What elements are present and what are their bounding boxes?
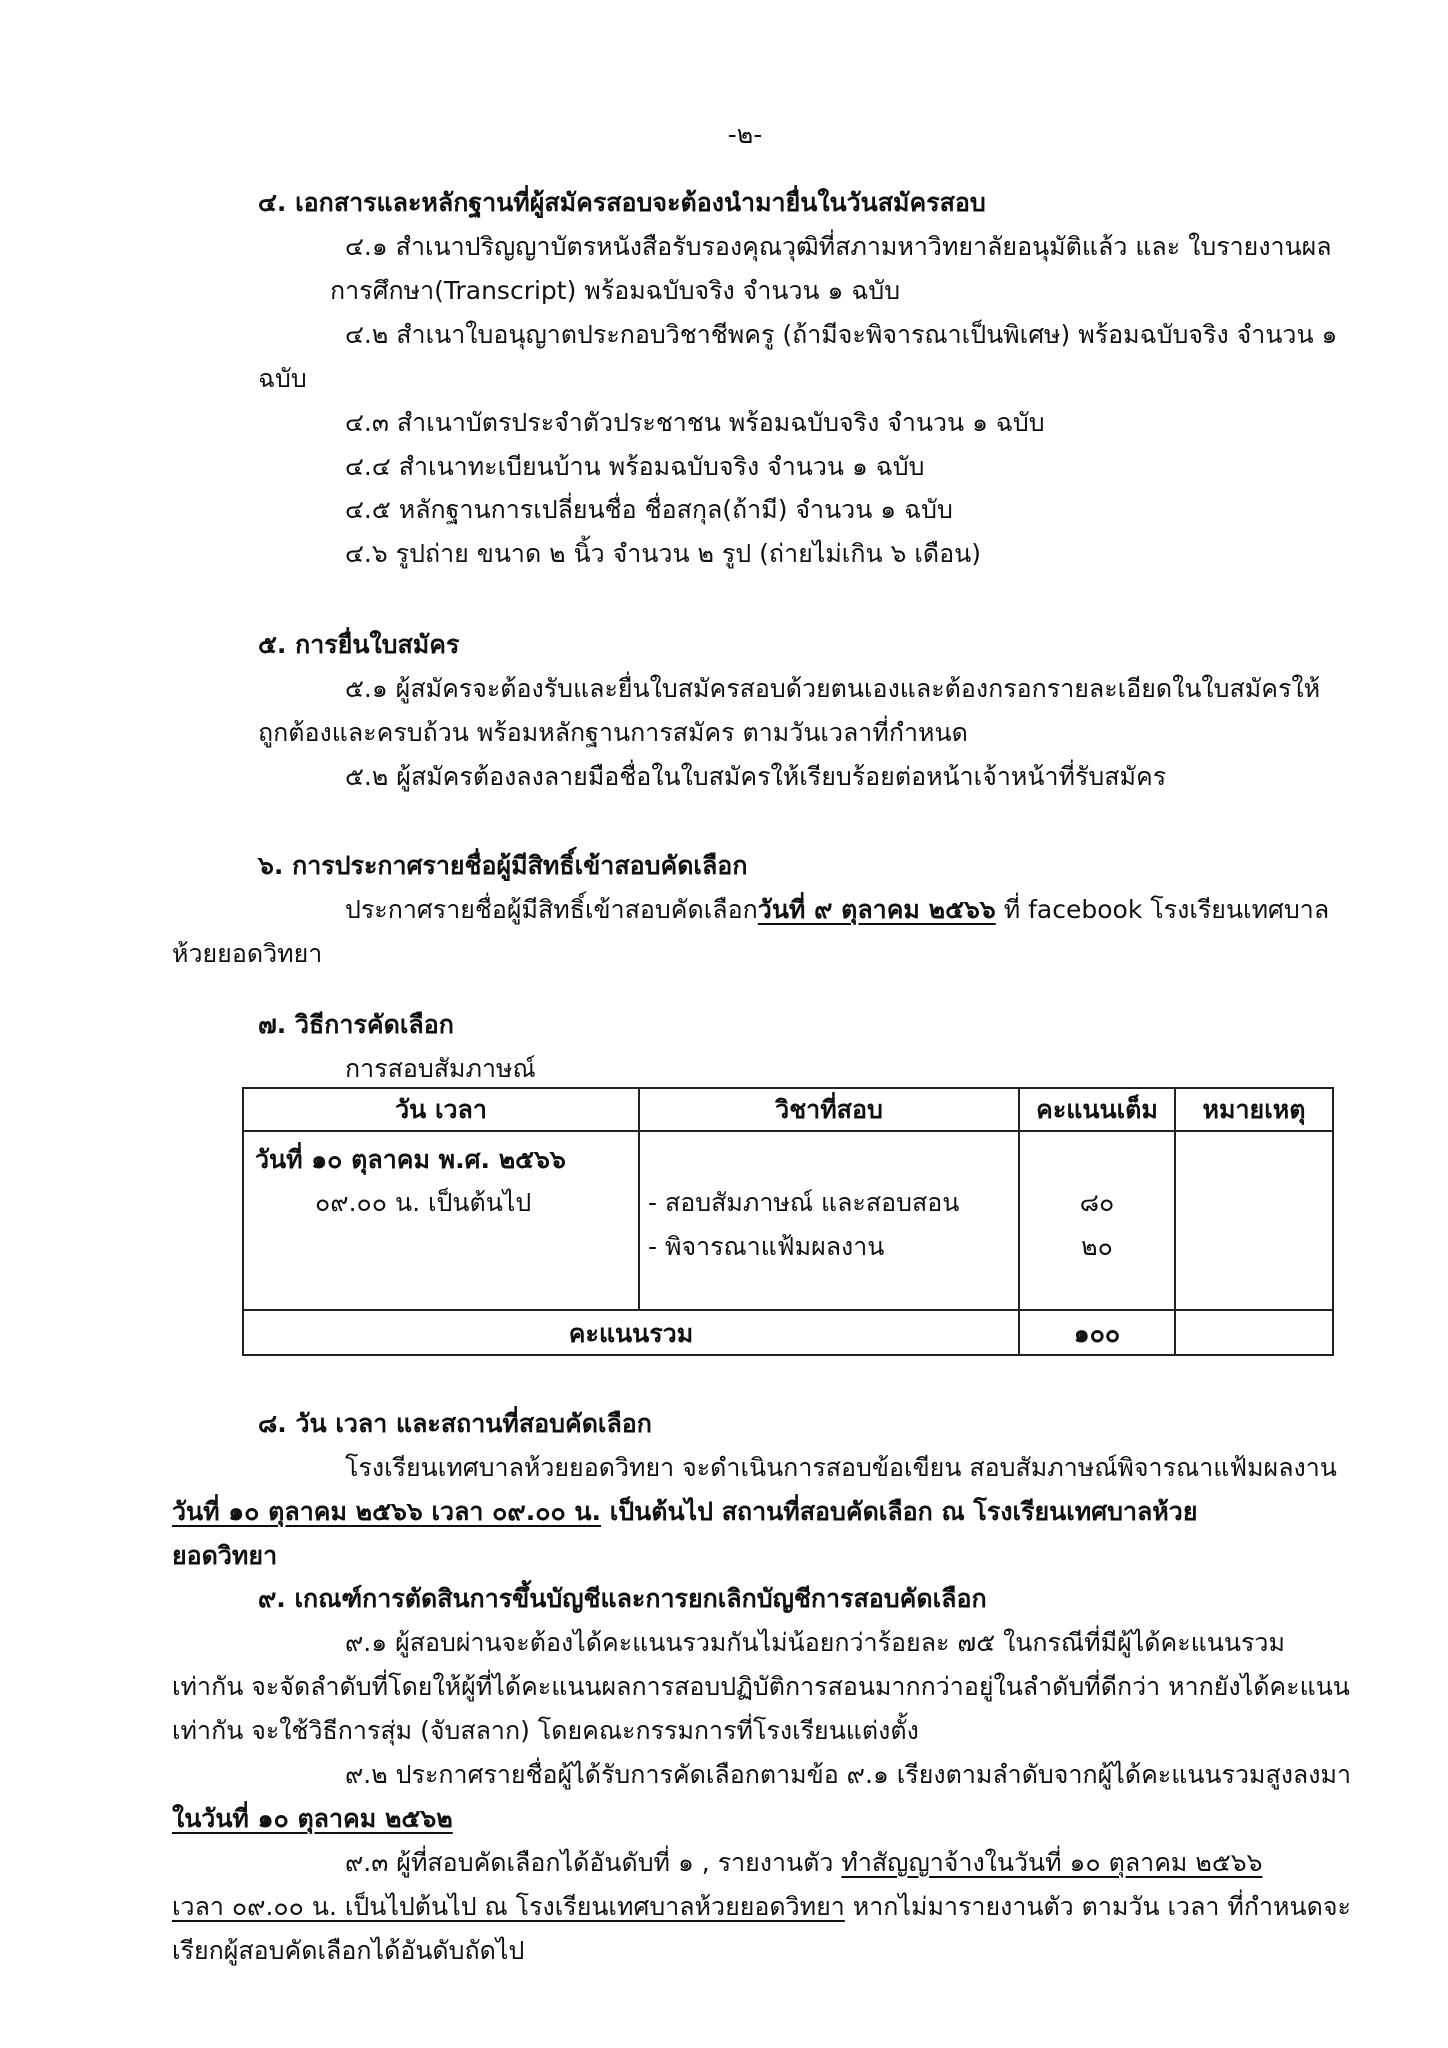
s9-item-3-rest: หากไม่มารายงานตัว ตามวัน เวลา ที่กำหนดจะ [844,1892,1351,1921]
section-7-heading: ๗. วิธีการคัดเลือก [258,1010,454,1039]
s9-item-3-text: ๙.๓ ผู้ที่สอบคัดเลือกได้อันดับที่ ๑ , รายงานตัว [345,1848,842,1877]
s6-line-1-text: ประกาศรายชื่อผู้มีสิทธิ์เข้าสอบคัดเลือก [345,895,758,924]
table-date: วันที่ ๑๐ ตุลาคม พ.ศ. ๒๕๖๖ [255,1145,566,1174]
table-total-value: ๑๐๐ [1073,1319,1121,1348]
s4-item-2-line-2: ฉบับ [258,364,307,393]
table-border-left [242,1087,244,1356]
page-number: -๒- [727,120,763,149]
s8-line-3: ยอดวิทยา [172,1541,278,1570]
s5-item-1-line-2: ถูกต้องและครบถ้วน พร้อมหลักฐานการสมัคร ตามวันเวลาที่กำหนด [258,718,968,747]
s9-item-3-line-1 [345,1850,1263,1875]
s9-item-3-line-2 [172,1894,1351,1919]
table-total-divider [242,1309,1334,1311]
table-header-divider [242,1130,1334,1132]
s9-item-1-line-1: ๙.๑ ผู้สอบผ่านจะต้องได้คะแนนรวมกันไม่น้อยกว่าร้อยละ ๗๕ ในกรณีที่มีผู้ได้คะแนนรวม [345,1628,1285,1657]
table-header-full-score: คะแนนเต็ม [1036,1095,1158,1124]
table-subject-1: - สอบสัมภาษณ์ และสอบสอน [648,1188,960,1217]
s6-line-2: ห้วยยอดวิทยา [172,939,323,968]
s5-item-1-line-1: ๕.๑ ผู้สมัครจะต้องรับและยื่นใบสมัครสอบด้วยตนเองและต้องกรอกรายละเอียดในใบสมัครให้ [345,674,1321,703]
table-header-remark: หมายเหตุ [1202,1095,1306,1124]
s9-contract-date: ทำสัญญาจ้างในวันที่ ๑๐ ตุลาคม ๒๕๖๖ [841,1848,1263,1877]
table-score-2: ๒๐ [1081,1232,1113,1261]
table-header-subject: วิชาที่สอบ [775,1095,883,1124]
table-time: ๐๙.๐๐ น. เป็นต้นไป [315,1188,532,1217]
s6-line-1 [345,897,1329,922]
table-border-top [242,1087,1334,1089]
s9-report-time-place: เวลา ๐๙.๐๐ น. เป็นไปต้นไป ณ โรงเรียนเทศบาลห้วยยอดวิทยา [172,1892,845,1921]
s9-item-2-date: ในวันที่ ๑๐ ตุลาคม ๒๕๖๒ [172,1804,453,1833]
s9-item-1-line-3: เท่ากัน จะใช้วิธีการสุ่ม (จับสลาก) โดยคณะกรรมการที่โรงเรียนแต่งตั้ง [172,1716,919,1745]
table-border-bottom [242,1354,1334,1356]
section-9-heading: ๙. เกณฑ์การตัดสินการขึ้นบัญชีและการยกเลิกบัญชีการสอบคัดเลือก [258,1584,987,1613]
table-header-datetime: วัน เวลา [395,1095,487,1124]
s8-line-1: โรงเรียนเทศบาลห้วยยอดวิทยา จะดำเนินการสอบข้อเขียน สอบสัมภาษณ์พิจารณาแฟ้มผลงาน [345,1453,1337,1482]
s8-line-2 [172,1499,1197,1524]
table-total-label: คะแนนรวม [568,1319,694,1348]
table-col-divider-3 [1174,1087,1176,1356]
s8-exam-date: วันที่ ๑๐ ตุลาคม ๒๕๖๖ เวลา ๐๙.๐๐ น. [172,1497,602,1526]
s4-item-6: ๔.๖ รูปถ่าย ขนาด ๒ นิ้ว จำนวน ๒ รูป (ถ่ายไม่เกิน ๖ เดือน) [345,539,981,568]
s4-item-5: ๔.๕ หลักฐานการเปลี่ยนชื่อ ชื่อสกุล(ถ้ามี) จำนวน ๑ ฉบับ [345,495,953,524]
s4-item-4: ๔.๔ สำเนาทะเบียนบ้าน พร้อมฉบับจริง จำนวน ๑ ฉบับ [345,452,925,481]
s7-subheading: การสอบสัมภาษณ์ [345,1054,536,1083]
table-score-1: ๘๐ [1079,1188,1115,1217]
s6-announce-date: วันที่ ๙ ตุลาคม ๒๕๖๖ [757,895,996,924]
section-5-heading: ๕. การยื่นใบสมัคร [258,630,460,659]
s4-item-1-line-1: ๔.๑ สำเนาปริญญาบัตรหนังสือรับรองคุณวุฒิที่สภามหาวิทยาลัยอนุมัติแล้ว และ ใบรายงานผล [345,232,1332,261]
section-8-heading: ๘. วัน เวลา และสถานที่สอบคัดเลือก [258,1409,652,1438]
section-4-heading: ๔. เอกสารและหลักฐานที่ผู้สมัครสอบจะต้องนำมายื่นในวันสมัครสอบ [258,188,986,217]
section-6-heading: ๖. การประกาศรายชื่อผู้มีสิทธิ์เข้าสอบคัดเลือก [258,851,748,880]
s5-item-2: ๕.๒ ผู้สมัครต้องลงลายมือชื่อในใบสมัครให้เรียบร้อยต่อหน้าเจ้าหน้าที่รับสมัคร [345,762,1167,791]
s9-item-1-line-2: เท่ากัน จะจัดลำดับที่โดยให้ผู้ที่ได้คะแนนผลการสอบปฏิบัติการสอนมากกว่าอยู่ในลำดับที่ดีกว่า หากยังได้คะแนน [172,1672,1350,1701]
table-border-right [1332,1087,1334,1356]
s4-item-3: ๔.๓ สำเนาบัตรประจำตัวประชาชน พร้อมฉบับจริง จำนวน ๑ ฉบับ [345,408,1045,437]
table-col-divider-2 [1018,1087,1020,1356]
s9-item-2-line-1: ๙.๒ ประกาศรายชื่อผู้ได้รับการคัดเลือกตามข้อ ๙.๑ เรียงตามลำดับจากผู้ได้คะแนนรวมสูงลงมา [345,1760,1351,1789]
s9-item-3-line-3: เรียกผู้สอบคัดเลือกได้อันดับถัดไป [172,1936,525,1965]
s4-item-2-line-1: ๔.๒ สำเนาใบอนุญาตประกอบวิชาชีพครู (ถ้ามีจะพิจารณาเป็นพิเศษ) พร้อมฉบับจริง จำนวน ๑ [345,320,1338,349]
s8-location: เป็นต้นไป สถานที่สอบคัดเลือก ณ โรงเรียนเทศบาลห้วย [601,1497,1198,1526]
s4-item-1-line-2: การศึกษา(Transcript) พร้อมฉบับจริง จำนวน ๑ ฉบับ [330,276,901,305]
table-subject-2: - พิจารณาแฟ้มผลงาน [648,1232,885,1261]
s6-line-1-rest: ที่ facebook โรงเรียนเทศบาล [995,895,1330,924]
